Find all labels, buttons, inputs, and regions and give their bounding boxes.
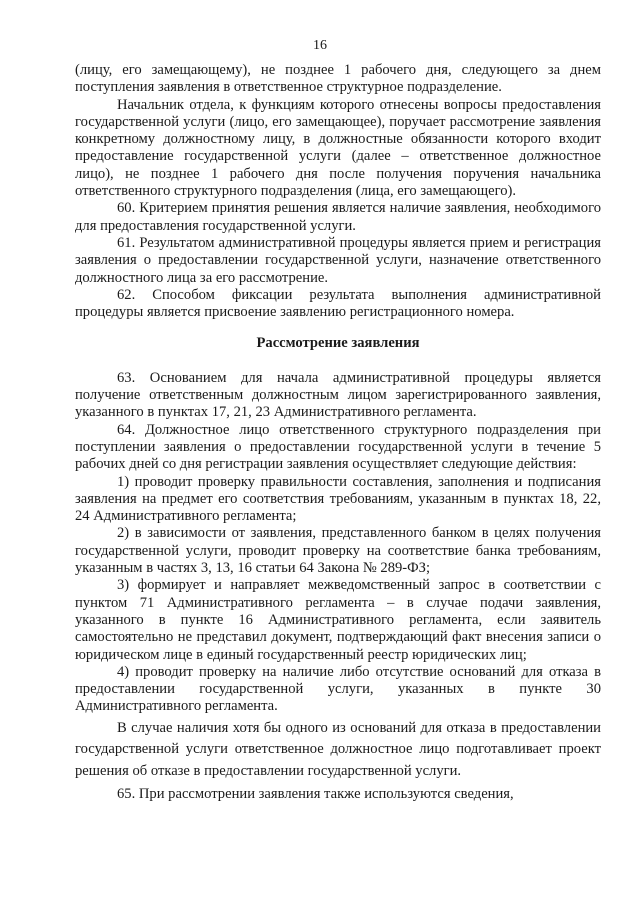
paragraph-64-item-1: 1) проводит проверку правильности составления, заполнения и подписания заявления на предмет его соответствия требованиям, указанным в пунктах 18, 22, 24 Административного регламента;	[75, 473, 601, 525]
paragraph-64-item-3: 3) формирует и направляет межведомственный запрос в соответствии с пунктом 71 Административного регламента – в случае подачи заявления, указанного в пункте 16 Административного регламента, если заявитель самостоятельно не представил документ, подтверждающий факт внесения записи о юридическом лице в единый государственный реестр юридических лиц;	[75, 577, 601, 663]
section-heading: Рассмотрение заявления	[256, 335, 420, 352]
paragraph-61: 61. Результатом административной процедуры является прием и регистрация заявления о предоставлении государственной услуги, назначение ответственного должностного лица за его рассмотрение.	[75, 234, 601, 286]
paragraph-63: 63. Основанием для начала административной процедуры является получение ответственным должностным лицом зарегистрированного заявления, указанного в пунктах 17, 21, 23 Административного регламента.	[75, 369, 601, 421]
paragraph-continuation: (лицу, его замещающему), не позднее 1 рабочего дня, следующего за днем поступления заявления в ответственное структурное подразделение.	[75, 62, 601, 96]
paragraph-62: 62. Способом фиксации результата выполнения административной процедуры является присвоение заявлению регистрационного номера.	[75, 286, 601, 321]
document-body	[75, 62, 601, 806]
paragraph-60: 60. Критерием принятия решения является наличие заявления, необходимого для предоставления государственной услуги.	[75, 200, 601, 234]
page-number: 16	[313, 38, 327, 53]
paragraph-64-item-4: 4) проводит проверку на наличие либо отсутствие оснований для отказа в предоставлении государственной услуги, указанных в пункте 30 Административного регламента.	[75, 663, 601, 715]
paragraph-refusal: В случае наличия хотя бы одного из оснований для отказа в предоставлении государственной услуги ответственное должностное лицо подготавливает проект решения об отказе в предоставлении государственной услуги.	[75, 719, 601, 779]
paragraph-64-item-2: 2) в зависимости от заявления, представленного банком в целях получения государственной услуги, проводит проверку на соответствие банка требованиям, указанным в частях 3, 13, 16 статьи 64 Закона № 289-ФЗ;	[75, 525, 601, 577]
paragraph-chief-assignment: Начальник отдела, к функциям которого отнесены вопросы предоставления государственной услуги (лицо, его замещающее), поручает рассмотрение заявления конкретному должностному лицу, в должностные обязанности которого входит предоставление государственной услуги (далее – ответственное должностное лицо), не позднее 1 рабочего дня после получения поручения начальника ответственного структурного подразделения (лица, его замещающего).	[75, 96, 601, 200]
paragraph-64: 64. Должностное лицо ответственного структурного подразделения при поступлении заявления о предоставлении государственной услуги в течение 5 рабочих дней со дня регистрации заявления осуществляет следующие действия:	[75, 421, 601, 473]
paragraph-65: 65. При рассмотрении заявления также используются сведения,	[117, 786, 514, 803]
